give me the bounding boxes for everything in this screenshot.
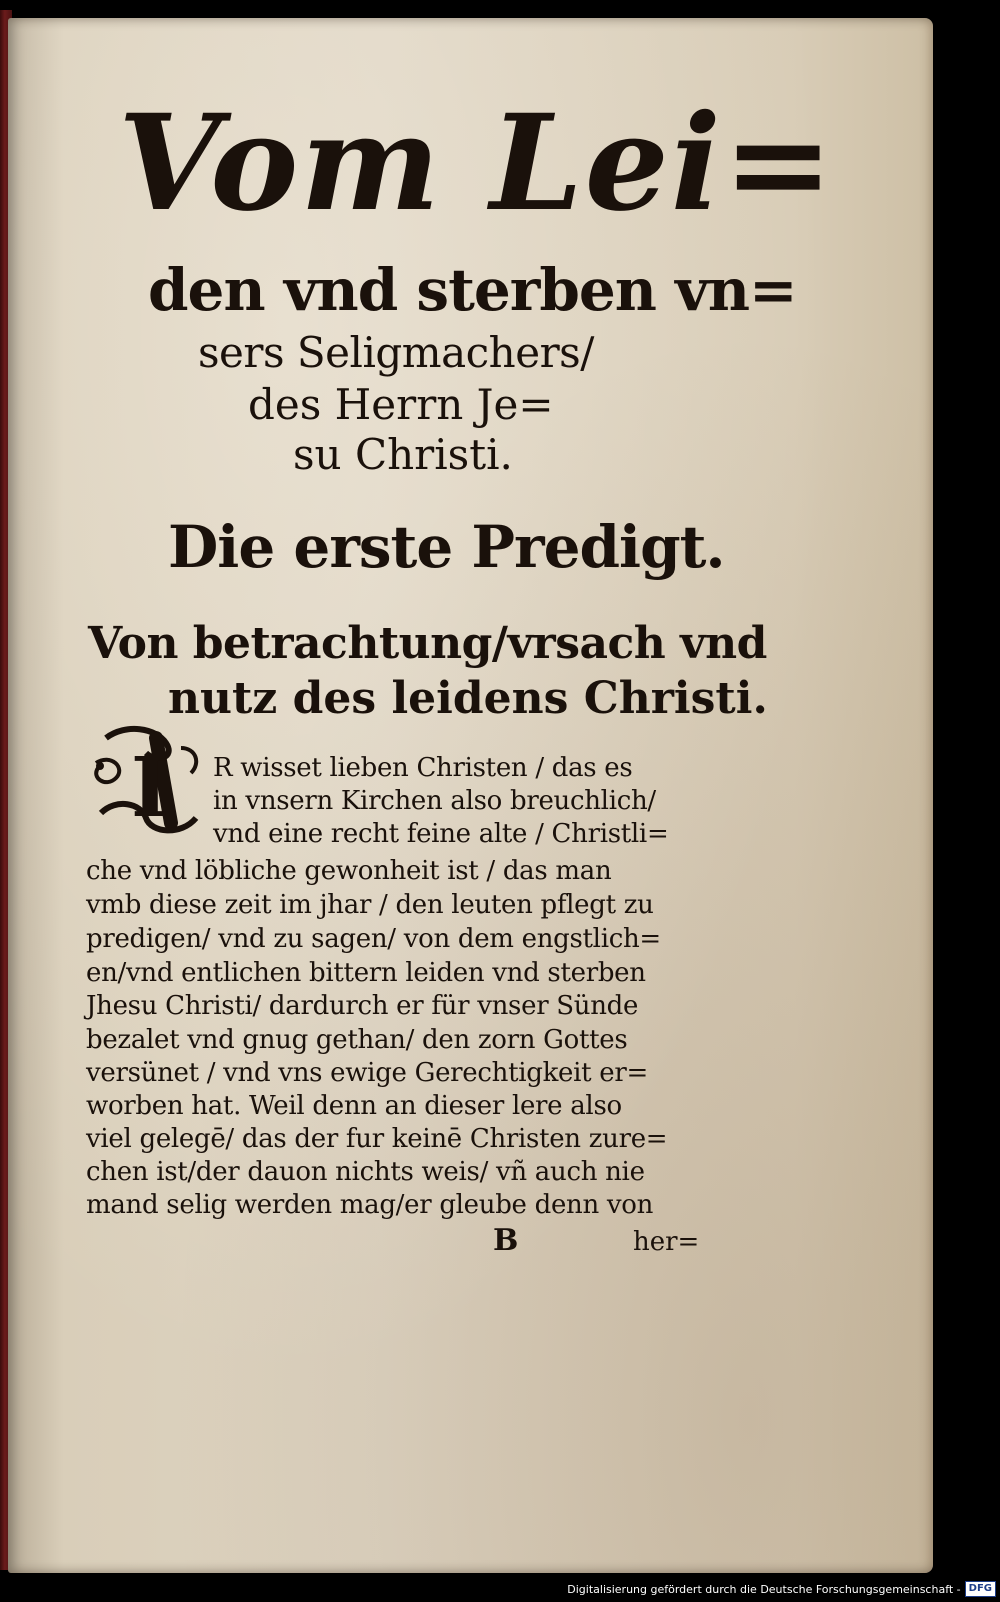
title-line-4: des Herrn Je= xyxy=(248,380,554,429)
decorated-initial-icon xyxy=(86,718,211,843)
catchword: her= xyxy=(633,1227,700,1257)
page-footer-row xyxy=(8,1223,933,1263)
body-line: chen ist/der dauon nichts weis/ vñ auch nie xyxy=(86,1157,645,1187)
body-line: in vnsern Kirchen also breuchlich/ xyxy=(213,786,656,816)
subheading-line-2: nutz des leidens Christi. xyxy=(168,673,768,724)
body-line: vnd eine recht feine alte / Christli= xyxy=(213,819,669,849)
subheading-line-1: Von betrachtung/vrsach vnd xyxy=(88,618,767,669)
body-line: viel gelegē/ das der fur keinē Christen zure= xyxy=(86,1124,668,1154)
body-line: mand selig werden mag/er gleube denn von xyxy=(86,1190,654,1220)
title-line-3: sers Seligmachers/ xyxy=(198,328,594,377)
body-line: worben hat. Weil denn an dieser lere also xyxy=(86,1091,622,1121)
body-line: versünet / vnd vns ewige Gerechtigkeit er= xyxy=(86,1058,648,1088)
title-line-2: den vnd sterben vn= xyxy=(148,256,797,324)
title-line-1: Vom Lei= xyxy=(118,86,836,241)
sermon-heading: Die erste Predigt. xyxy=(168,513,725,581)
body-line: bezalet vnd gnug gethan/ den zorn Gottes xyxy=(86,1025,628,1055)
body-line: en/vnd entlichen bittern leiden vnd sterben xyxy=(86,958,646,988)
funding-footer xyxy=(567,1578,996,1600)
body-line: vmb diese zeit im jhar / den leuten pflegt zu xyxy=(86,890,654,920)
signature-mark: B xyxy=(493,1223,519,1258)
body-line: R wisset lieben Christen / das es xyxy=(213,753,633,783)
initial-glyph: I xyxy=(130,740,170,836)
book-page xyxy=(8,18,933,1573)
body-line: Jhesu Christi/ dardurch er für vnser Sünde xyxy=(86,991,639,1021)
body-line: che vnd löbliche gewonheit ist / das man xyxy=(86,856,612,886)
body-line: predigen/ vnd zu sagen/ von dem engstlich= xyxy=(86,924,661,954)
dfg-logo: DFG xyxy=(965,1581,996,1597)
funding-notice: Digitalisierung gefördert durch die Deutsche Forschungsgemeinschaft - xyxy=(567,1582,961,1596)
title-line-5: su Christi. xyxy=(293,430,513,479)
